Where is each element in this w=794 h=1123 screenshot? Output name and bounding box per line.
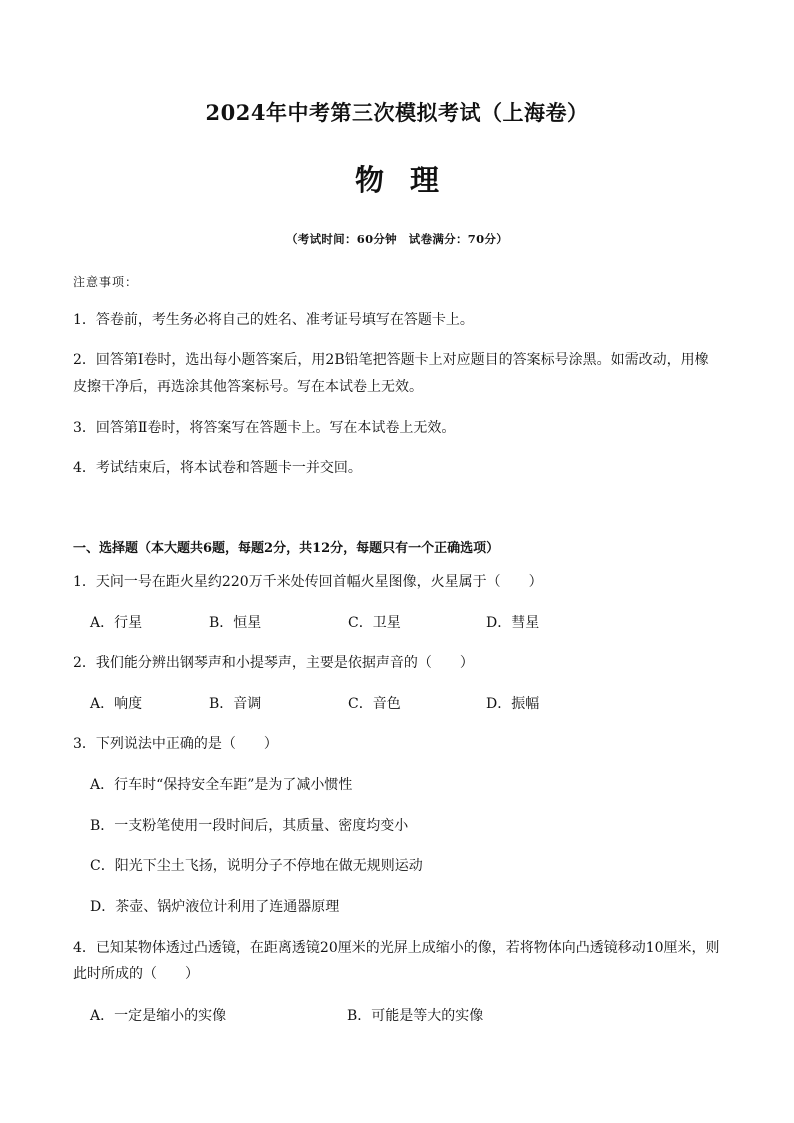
question-2-stem: 2．我们能分辨出钢琴声和小提琴声，主要是依据声音的（ ） — [73, 655, 474, 671]
question-2-option-c: C．音色 — [348, 696, 401, 712]
question-2-option-b: B．音调 — [209, 696, 262, 712]
question-1-option-b: B．恒星 — [209, 615, 262, 631]
question-3-option-a: A．行车时“保持安全车距”是为了减小惯性 — [90, 777, 353, 793]
question-2-option-d: D．振幅 — [486, 696, 540, 712]
question-3-option-d: D．茶壶、锅炉液位计利用了连通器原理 — [90, 899, 340, 915]
question-1-option-d: D．彗星 — [486, 615, 540, 631]
question-1-option-a: A．行星 — [90, 615, 143, 631]
question-4-stem-line-2: 此时所成的（ ） — [73, 966, 199, 982]
question-3-stem: 3．下列说法中正确的是（ ） — [73, 736, 278, 752]
notes-heading: 注意事项： — [73, 275, 139, 289]
note-item-2: 2．回答第Ⅰ卷时，选出每小题答案后，用2B铅笔把答题卡上对应题目的答案标号涂黑。如需改动，用橡 — [73, 352, 709, 368]
subject-title: 物理 — [354, 163, 465, 197]
note-item-1: 1．答卷前，考生务必将自己的姓名、准考证号填写在答题卡上。 — [73, 312, 474, 328]
note-item-4: 4．考试结束后，将本试卷和答题卡一并交回。 — [73, 460, 362, 476]
question-2-option-a: A．响度 — [90, 696, 143, 712]
note-item-2-continued: 皮擦干净后，再选涂其他答案标号。写在本试卷上无效。 — [73, 379, 423, 395]
exam-time-and-score: （考试时间：60分钟 试卷满分：70分） — [285, 232, 508, 246]
question-1-stem: 1．天问一号在距火星约220万千米处传回首幅火星图像，火星属于（ ） — [73, 574, 543, 590]
question-4-option-b: B．可能是等大的实像 — [347, 1008, 484, 1024]
question-3-option-b: B．一支粉笔使用一段时间后，其质量、密度均变小 — [90, 818, 409, 834]
question-4-stem-line-1: 4．已知某物体透过凸透镜，在距离透镜20厘米的光屏上成缩小的像，若将物体向凸透镜移动10厘米，则 — [73, 940, 720, 956]
question-4-option-a: A．一定是缩小的实像 — [90, 1008, 227, 1024]
question-3-option-c: C．阳光下尘土飞扬，说明分子不停地在做无规则运动 — [90, 858, 423, 874]
question-1-option-c: C．卫星 — [348, 615, 401, 631]
exam-title: 2024年中考第三次模拟考试（上海卷） — [205, 100, 589, 125]
section-heading: 一、选择题（本大题共6题，每题2分，共12分，每题只有一个正确选项） — [73, 541, 500, 556]
note-item-3: 3．回答第Ⅱ卷时，将答案写在答题卡上。写在本试卷上无效。 — [73, 420, 456, 436]
